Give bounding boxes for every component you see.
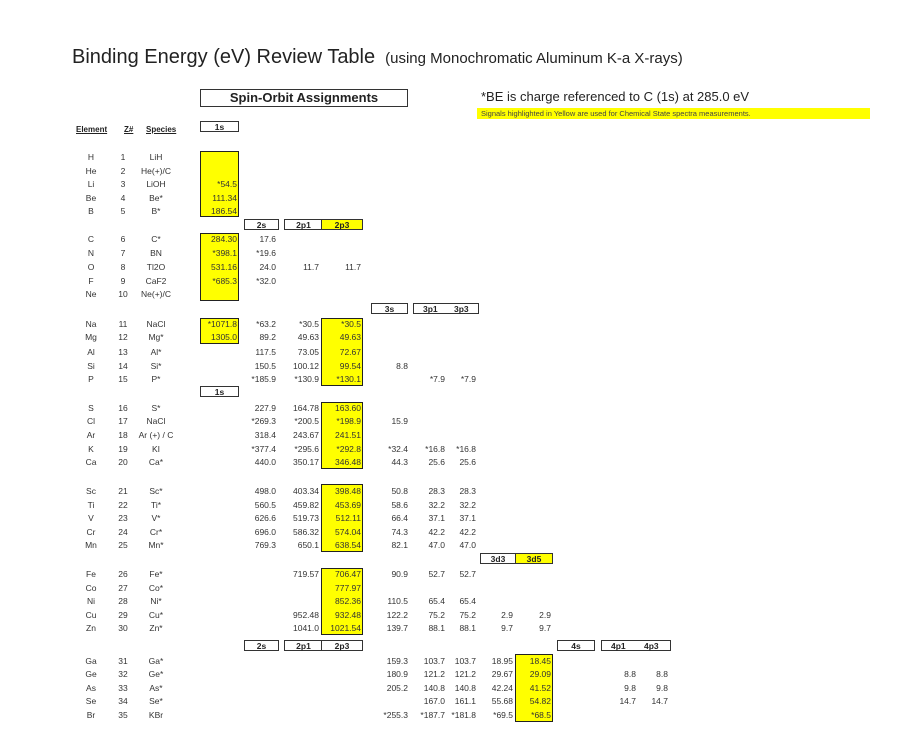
cell-p23: 706.47	[335, 569, 361, 579]
cell-d35: *68.5	[531, 710, 551, 720]
cell-p21: *200.5	[294, 416, 319, 426]
cell-z: 31	[118, 656, 128, 666]
cell-p21: *30.5	[299, 319, 319, 329]
cell-p33: 161.1	[454, 696, 476, 706]
cell-p33: 75.2	[459, 610, 476, 620]
cell-p33: 47.0	[459, 540, 476, 550]
cell-p33: 37.1	[459, 513, 476, 523]
cell-z: 34	[118, 696, 128, 706]
cell-sp: V*	[151, 513, 161, 523]
cell-z: 9	[120, 276, 126, 286]
cell-s3: 44.3	[391, 457, 408, 467]
cell-s2: 440.0	[254, 457, 276, 467]
cell-d35: 41.52	[529, 683, 551, 693]
cell-el: Sc	[86, 486, 96, 496]
cell-z: 3	[120, 179, 126, 189]
cell-el: P	[88, 374, 94, 384]
cell-z: 4	[120, 193, 126, 203]
cell-s3: 139.7	[386, 623, 408, 633]
cell-sp: P*	[151, 374, 161, 384]
cell-el: H	[87, 152, 95, 162]
cell-el: Zn	[86, 623, 96, 633]
cell-d35: 29.09	[529, 669, 551, 679]
cell-el: Ne	[85, 289, 97, 299]
cell-el: B	[88, 206, 94, 216]
cell-sp: Sc*	[149, 486, 163, 496]
column-header-species: Species	[146, 125, 177, 134]
cell-el: Na	[85, 319, 97, 329]
cell-s3: 90.9	[391, 569, 408, 579]
cell-p21: 403.34	[293, 486, 319, 496]
page-title	[72, 46, 683, 69]
cell-z: 32	[118, 669, 128, 679]
cell-sp: NaCl	[146, 319, 166, 329]
cell-z: 21	[118, 486, 128, 496]
cell-el: Ar	[86, 430, 96, 440]
cell-sp: KBr	[148, 710, 164, 720]
cell-sp: NaCl	[146, 416, 166, 426]
cell-s2: 498.0	[254, 486, 276, 496]
cell-sp: Ga*	[148, 656, 164, 666]
cell-s2: *32.0	[256, 276, 276, 286]
cell-d35: 18.45	[529, 656, 551, 666]
cell-p21: 586.32	[293, 527, 319, 537]
cell-p33: 140.8	[454, 683, 476, 693]
cell-z: 11	[118, 319, 128, 329]
cell-el: Ga	[85, 656, 97, 666]
cell-p33: *7.9	[460, 374, 476, 384]
cell-d33: 42.24	[491, 683, 513, 693]
cell-sp: Al*	[150, 347, 162, 357]
orbital-header-2s: 2s	[244, 219, 279, 230]
cell-el: Al	[87, 347, 95, 357]
cell-s1: *398.1	[212, 248, 237, 258]
cell-p21: 1041.0	[293, 623, 319, 633]
orbital-header-3d5: 3d5	[515, 553, 553, 564]
cell-p23: 11.7	[345, 262, 361, 272]
cell-z: 28	[118, 596, 128, 606]
cell-p31: 167.0	[423, 696, 445, 706]
cell-el: C	[87, 234, 95, 244]
cell-el: V	[88, 513, 94, 523]
cell-p31: 28.3	[428, 486, 445, 496]
cell-p31: 103.7	[423, 656, 445, 666]
cell-z: 30	[118, 623, 128, 633]
cell-s2: 89.2	[259, 332, 276, 342]
cell-s1: *1071.8	[207, 319, 237, 329]
cell-sp: Tl2O	[146, 262, 166, 272]
cell-z: 5	[120, 206, 126, 216]
cell-p31: *7.9	[429, 374, 445, 384]
cell-el: Si	[87, 361, 95, 371]
cell-d33: 29.67	[491, 669, 513, 679]
cell-z: 18	[118, 430, 128, 440]
cell-p23: 932.48	[335, 610, 361, 620]
cell-p23: 638.54	[335, 540, 361, 550]
cell-z: 8	[120, 262, 126, 272]
cell-p33: 121.2	[454, 669, 476, 679]
cell-d35: 9.7	[539, 623, 551, 633]
cell-s2: 117.5	[255, 347, 276, 357]
cell-sp: Se*	[149, 696, 163, 706]
cell-z: 6	[120, 234, 126, 244]
cell-sp: Mn*	[148, 540, 164, 550]
cell-p23: 72.67	[339, 347, 361, 357]
cell-s3: 180.9	[386, 669, 408, 679]
cell-s3: 205.2	[386, 683, 408, 693]
cell-p23: *30.5	[341, 319, 361, 329]
cell-el: Ge	[85, 669, 97, 679]
cell-s3: *255.3	[383, 710, 408, 720]
orbital-header-2p3: 2p3	[321, 219, 363, 230]
cell-d33: 9.7	[501, 623, 513, 633]
cell-p23: 398.48	[335, 486, 361, 496]
cell-p31: 42.2	[428, 527, 445, 537]
cell-p33: 65.4	[459, 596, 476, 606]
cell-s2: *19.6	[256, 248, 276, 258]
cell-s3: *32.4	[388, 444, 408, 454]
cell-s2: 560.5	[254, 500, 276, 510]
cell-el: Fe	[86, 569, 96, 579]
orbital-header-2p1: 2p1	[284, 219, 322, 230]
cell-d33: *69.5	[493, 710, 513, 720]
cell-z: 15	[118, 374, 128, 384]
title-subtitle: (using Monochromatic Aluminum K-a X-rays)	[385, 50, 683, 67]
cell-sp: Cu*	[148, 610, 164, 620]
cell-p23: 346.48	[335, 457, 361, 467]
cell-s2: 696.0	[254, 527, 276, 537]
cell-p21: *295.6	[294, 444, 319, 454]
cell-p31: 32.2	[428, 500, 445, 510]
cell-p21: 459.82	[293, 500, 319, 510]
cell-sp: C*	[151, 234, 161, 244]
cell-p41: 9.8	[624, 683, 636, 693]
cell-sp: S*	[151, 403, 161, 413]
cell-p23: 852.36	[335, 596, 361, 606]
cell-p33: 52.7	[459, 569, 476, 579]
cell-el: Br	[86, 710, 96, 720]
cell-s2: 769.3	[254, 540, 276, 550]
cell-d35: 54.82	[529, 696, 551, 706]
cell-sp: Be*	[149, 193, 163, 203]
cell-p23: 241.51	[335, 430, 361, 440]
cell-sp: Co*	[148, 583, 164, 593]
cell-el: Ti	[87, 500, 95, 510]
orbital-header-2p3-b: 2p3	[321, 640, 363, 651]
cell-s2: 227.9	[254, 403, 276, 413]
cell-p33: *181.8	[451, 710, 476, 720]
cell-sp: KI	[151, 444, 161, 454]
column-header-element: Element	[76, 125, 108, 134]
cell-s3: 50.8	[391, 486, 408, 496]
cell-s1: 284.30	[211, 234, 237, 244]
orbital-header-3d3: 3d3	[480, 553, 516, 564]
cell-el: Co	[85, 583, 97, 593]
title-main: Binding Energy (eV) Review Table	[72, 46, 376, 68]
cell-sp: Si*	[150, 361, 162, 371]
cell-sp: BN	[150, 248, 162, 258]
cell-p31: 75.2	[428, 610, 445, 620]
cell-p41: 8.8	[624, 669, 636, 679]
cell-sp: He(+)/C	[141, 166, 171, 176]
cell-s3: 66.4	[391, 513, 408, 523]
cell-z: 24	[118, 527, 128, 537]
cell-p23: 453.69	[335, 500, 361, 510]
cell-z: 23	[118, 513, 128, 523]
cell-sp: As*	[149, 683, 163, 693]
cell-s1: 111.34	[212, 193, 237, 203]
cell-p43: 14.7	[651, 696, 668, 706]
cell-s2: 318.4	[254, 430, 276, 440]
cell-sp: Mg*	[148, 332, 164, 342]
cell-z: 16	[118, 403, 128, 413]
cell-d33: 2.9	[501, 610, 513, 620]
cell-s2: *185.9	[251, 374, 276, 384]
cell-p31: 88.1	[428, 623, 445, 633]
cell-p33: 25.6	[459, 457, 476, 467]
cell-d33: 18.95	[491, 656, 513, 666]
cell-p23: 163.60	[335, 403, 361, 413]
cell-p23: 49.63	[339, 332, 361, 342]
cell-z: 2	[120, 166, 126, 176]
cell-p21: 243.67	[293, 430, 319, 440]
cell-s2: 626.6	[254, 513, 276, 523]
cell-p43: 9.8	[656, 683, 668, 693]
cell-p43: 8.8	[656, 669, 668, 679]
cell-el: Cu	[85, 610, 97, 620]
cell-sp: Cr*	[149, 527, 163, 537]
cell-s3: 15.9	[391, 416, 408, 426]
cell-el: Be	[85, 193, 97, 203]
cell-d35: 2.9	[539, 610, 551, 620]
cell-p21: 73.05	[297, 347, 319, 357]
cell-p33: 42.2	[459, 527, 476, 537]
cell-z: 12	[118, 332, 128, 342]
cell-sp: CaF2	[145, 276, 167, 286]
cell-p21: 650.1	[297, 540, 319, 550]
cell-p21: 952.48	[293, 610, 319, 620]
cell-p33: *16.8	[456, 444, 476, 454]
orbital-header-2p1-b: 2p1	[284, 640, 322, 651]
cell-z: 35	[118, 710, 128, 720]
cell-z: 13	[118, 347, 128, 357]
cell-sp: Ni*	[150, 596, 162, 606]
cell-sp: Ge*	[148, 669, 164, 679]
cell-z: 10	[118, 289, 128, 299]
cell-z: 26	[118, 569, 128, 579]
cell-p21: 719.57	[293, 569, 319, 579]
cell-z: 27	[118, 583, 128, 593]
cell-el: Mg	[85, 332, 97, 342]
cell-el: O	[87, 262, 95, 272]
cell-p23: 1021.54	[330, 623, 361, 633]
cell-p41: 14.7	[619, 696, 636, 706]
cell-sp: Ti*	[150, 500, 162, 510]
orbital-header-1s: 1s	[200, 121, 239, 132]
cell-z: 25	[118, 540, 128, 550]
cell-sp: B*	[151, 206, 161, 216]
cell-p21: 100.12	[293, 361, 319, 371]
cell-p33: 103.7	[454, 656, 476, 666]
cell-z: 19	[118, 444, 128, 454]
cell-s3: 110.5	[387, 596, 408, 606]
orbital-header-3p1: 3p1	[423, 304, 438, 314]
cell-el: Mn	[85, 540, 97, 550]
cell-s3: 122.2	[386, 610, 408, 620]
orbital-header-2s-b: 2s	[244, 640, 279, 651]
cell-s1: *685.3	[212, 276, 237, 286]
be-reference-note: *BE is charge referenced to C (1s) at 285.0 eV	[481, 89, 750, 104]
cell-sp: Ar (+) / C	[138, 430, 174, 440]
orbital-header-4p3: 4p3	[644, 641, 659, 651]
cell-s1: 1305.0	[211, 332, 237, 342]
cell-p31: *16.8	[425, 444, 445, 454]
spin-orbit-assignments-label: Spin-Orbit Assignments	[200, 89, 408, 107]
cell-s3: 82.1	[391, 540, 408, 550]
cell-s1: 186.54	[211, 206, 237, 216]
cell-el: Li	[87, 179, 95, 189]
cell-d33: 55.68	[491, 696, 513, 706]
cell-p33: 32.2	[459, 500, 476, 510]
cell-sp: Ca*	[148, 457, 164, 467]
cell-z: 22	[118, 500, 128, 510]
cell-p21: 49.63	[297, 332, 319, 342]
cell-el: Se	[85, 696, 97, 706]
cell-p21: 519.73	[293, 513, 319, 523]
orbital-header-3p	[413, 303, 479, 314]
cell-z: 17	[118, 416, 128, 426]
cell-s2: *63.2	[256, 319, 276, 329]
cell-z: 29	[118, 610, 128, 620]
cell-sp: LiH	[149, 152, 163, 162]
cell-p31: 140.8	[423, 683, 445, 693]
cell-s1: *54.5	[217, 179, 237, 189]
cell-p23: 99.54	[339, 361, 361, 371]
cell-el: S	[88, 403, 94, 413]
cell-el: Ca	[85, 457, 97, 467]
cell-z: 33	[118, 683, 128, 693]
cell-p31: 37.1	[428, 513, 445, 523]
cell-el: As	[86, 683, 96, 693]
cell-p31: *187.7	[420, 710, 445, 720]
cell-s3: 8.8	[396, 361, 408, 371]
cell-el: N	[87, 248, 95, 258]
cell-p33: 28.3	[459, 486, 476, 496]
cell-p21: *130.9	[294, 374, 319, 384]
cell-s1: 531.16	[211, 262, 237, 272]
cell-p23: *130.1	[336, 374, 361, 384]
orbital-header-1s-mid: 1s	[200, 386, 239, 397]
cell-s3: 58.6	[391, 500, 408, 510]
column-header-z: Z#	[124, 125, 134, 134]
cell-p31: 121.2	[423, 669, 445, 679]
cell-p21: 350.17	[293, 457, 319, 467]
cell-el: Cr	[86, 527, 96, 537]
orbital-header-3s: 3s	[371, 303, 408, 314]
cell-p31: 25.6	[428, 457, 445, 467]
cell-el: Cl	[86, 416, 96, 426]
cell-p21: 11.7	[303, 262, 319, 272]
cell-s2: 150.5	[254, 361, 276, 371]
cell-p23: 574.04	[335, 527, 361, 537]
cell-p21: 164.78	[293, 403, 319, 413]
cell-sp: Zn*	[149, 623, 163, 633]
cell-el: He	[85, 166, 97, 176]
cell-z: 7	[120, 248, 126, 258]
cell-p33: 88.1	[459, 623, 476, 633]
orbital-header-3p3: 3p3	[454, 304, 469, 314]
cell-s2: *269.3	[251, 416, 276, 426]
cell-z: 1	[120, 152, 126, 162]
yellow-highlight-note: Signals highlighted in Yellow are used for Chemical State spectra measurements.	[477, 108, 870, 119]
cell-sp: LiOH	[146, 179, 166, 189]
cell-s2: *377.4	[251, 444, 276, 454]
orbital-header-4p	[601, 640, 671, 651]
cell-p31: 65.4	[428, 596, 445, 606]
cell-sp: Ne(+)/C	[141, 289, 171, 299]
cell-s2: 24.0	[259, 262, 276, 272]
cell-z: 14	[118, 361, 128, 371]
cell-p31: 52.7	[428, 569, 445, 579]
orbital-header-4s: 4s	[557, 640, 595, 651]
cell-el: Ni	[86, 596, 96, 606]
cell-p23: 512.11	[335, 513, 361, 523]
cell-el: K	[88, 444, 94, 454]
cell-z: 20	[118, 457, 128, 467]
cell-sp: Fe*	[149, 569, 163, 579]
cell-p23: *292.8	[336, 444, 361, 454]
orbital-header-4p1: 4p1	[611, 641, 626, 651]
cell-p31: 47.0	[428, 540, 445, 550]
cell-s3: 74.3	[391, 527, 408, 537]
cell-el: F	[88, 276, 94, 286]
cell-p23: 777.97	[335, 583, 361, 593]
cell-s3: 159.3	[386, 656, 408, 666]
cell-s2: 17.6	[259, 234, 276, 244]
cell-p23: *198.9	[336, 416, 361, 426]
